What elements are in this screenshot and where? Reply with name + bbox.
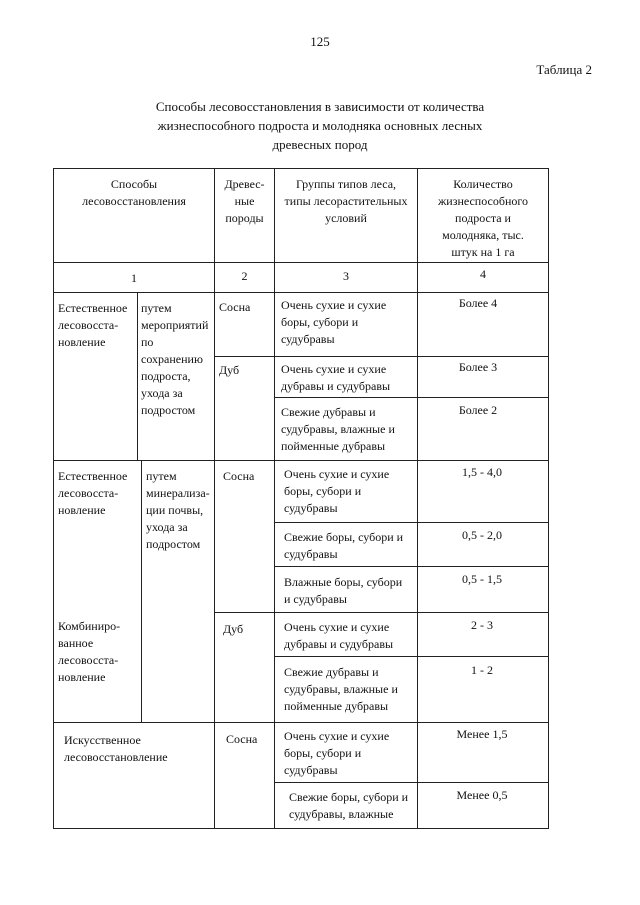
header-line: подроста и (455, 211, 511, 225)
text-line: судубравы (284, 547, 338, 561)
header-line: ные (234, 194, 255, 208)
title-line: Способы лесовосстановления в зависимости от количества (155, 99, 485, 114)
text-line: судубравы (284, 501, 338, 515)
text-line: новление (58, 503, 106, 517)
text-line: лесовосстановление (64, 750, 168, 764)
amount: 2 - 3 (471, 618, 493, 632)
text-line: мероприятий (141, 318, 209, 332)
rule (53, 460, 549, 461)
col-number: 3 (343, 269, 349, 283)
header-line: Древес- (224, 177, 265, 191)
submethod-mineralization (146, 468, 210, 553)
text-line: минерализа- (146, 486, 210, 500)
forest-type (284, 728, 389, 779)
forest-type (284, 529, 403, 563)
text-line: Очень сухие и сухие (281, 298, 387, 312)
amount: Более 2 (458, 403, 498, 417)
header-line: штук на 1 га (451, 245, 515, 259)
header-line: типы лесорастительных (284, 194, 408, 208)
rule (274, 522, 549, 523)
rule (53, 168, 549, 169)
forest-type (281, 297, 386, 348)
text-line: Комбиниро- (58, 619, 121, 633)
title-line: древесных пород (272, 137, 368, 152)
forest-type (284, 619, 393, 653)
text-line: Свежие боры, субори и (289, 790, 409, 804)
col-number: 4 (480, 267, 486, 281)
text-line: Очень сухие и сухие (284, 620, 390, 634)
amount: Более 3 (458, 360, 498, 374)
species-pine: Сосна (219, 300, 251, 314)
rule (53, 262, 549, 263)
forest-type (284, 466, 389, 517)
text-line: Естественное (58, 469, 128, 483)
text-line: новление (58, 670, 106, 684)
submethod-preservation (141, 300, 208, 419)
text-line: пойменные дубравы (281, 439, 386, 453)
amount: Более 4 (458, 296, 498, 310)
text-line: новление (58, 335, 106, 349)
amount: Менее 1,5 (456, 727, 508, 741)
forest-type (284, 574, 402, 608)
text-line: дубравы и судубравы (281, 379, 391, 393)
text-line: дубравы и судубравы (284, 637, 394, 651)
text-line: ванное (58, 636, 94, 650)
amount: 1 - 2 (471, 663, 493, 677)
text-line: боры, субори и (284, 484, 362, 498)
method-combined (58, 618, 120, 686)
forest-type (281, 404, 395, 455)
forest-type (284, 664, 398, 715)
col-number: 2 (241, 269, 248, 283)
method-natural (58, 300, 127, 351)
text-line: Влажные боры, субори (284, 575, 403, 589)
header-line: молодняка, тыс. (442, 228, 524, 242)
table-label: Таблица 2 (536, 62, 592, 77)
header-amount (418, 176, 548, 261)
text-line: Свежие дубравы и (284, 665, 379, 679)
rule (274, 656, 549, 657)
text-line: лесовосста- (58, 486, 119, 500)
header-methods (54, 176, 214, 210)
amount: 1,5 - 4,0 (462, 465, 502, 479)
text-line: Свежие боры, субори и (284, 530, 404, 544)
rule (137, 292, 138, 460)
method-natural (58, 468, 127, 519)
text-line: Очень сухие и сухие (284, 729, 390, 743)
text-line: Искусственное (64, 733, 141, 747)
text-line: судубравы, влажные (289, 807, 394, 821)
text-line: судубравы, влажные и (281, 422, 395, 436)
header-line: породы (225, 211, 264, 225)
rule (214, 612, 549, 613)
amount: 0,5 - 2,0 (462, 528, 502, 542)
table-title (130, 97, 510, 154)
page-number: 125 (310, 34, 330, 49)
text-line: ухода за (146, 520, 188, 534)
title-line: жизнеспособного подроста и молодняка основных лесных (157, 118, 483, 133)
header-line: Группы типов леса, (295, 177, 397, 191)
species-oak: Дуб (219, 363, 240, 377)
rule (274, 566, 549, 567)
header-species (215, 176, 274, 227)
text-line: лесовосста- (58, 653, 119, 667)
header-forest-groups (275, 176, 417, 227)
text-line: лесовосста- (58, 318, 119, 332)
text-line: путем (141, 301, 172, 315)
text-line: судубравы, влажные и (284, 682, 398, 696)
text-line: пойменные дубравы (284, 699, 389, 713)
text-line: по (141, 335, 154, 349)
rule (53, 828, 549, 829)
method-artificial (64, 732, 168, 766)
rule (214, 356, 549, 357)
text-line: подростом (146, 537, 201, 551)
text-line: боры, субори и (281, 315, 359, 329)
text-line: Естественное (58, 301, 128, 315)
forest-type (289, 789, 408, 823)
text-line: судубравы (284, 763, 338, 777)
header-line: жизнеспособного (437, 194, 529, 208)
amount: 0,5 - 1,5 (462, 572, 502, 586)
rule (53, 168, 54, 829)
text-line: Очень сухие и сухие (284, 467, 390, 481)
text-line: Свежие дубравы и (281, 405, 376, 419)
species-pine: Сосна (223, 469, 255, 483)
header-line: Способы (110, 177, 158, 191)
forest-type (281, 361, 390, 395)
text-line: путем (146, 469, 177, 483)
amount: Менее 0,5 (456, 788, 508, 802)
text-line: Очень сухие и сухие (281, 362, 387, 376)
text-line: ухода за (141, 386, 183, 400)
rule (274, 782, 549, 783)
species-oak: Дуб (223, 622, 244, 636)
text-line: ции почвы, (146, 503, 204, 517)
text-line: подростом (141, 403, 196, 417)
col-number: 1 (131, 271, 137, 285)
text-line: судубравы (281, 332, 335, 346)
rule (274, 397, 549, 398)
rule (141, 460, 142, 722)
text-line: и судубравы (284, 592, 347, 606)
text-line: боры, субори и (284, 746, 362, 760)
header-line: Количество (453, 177, 513, 191)
rule (53, 292, 549, 293)
text-line: сохранению (141, 352, 203, 366)
species-pine: Сосна (226, 732, 258, 746)
text-line: подроста, (141, 369, 191, 383)
rule (53, 722, 549, 723)
header-line: лесовосстановления (82, 194, 186, 208)
rule (548, 168, 549, 829)
header-line: условий (325, 211, 367, 225)
